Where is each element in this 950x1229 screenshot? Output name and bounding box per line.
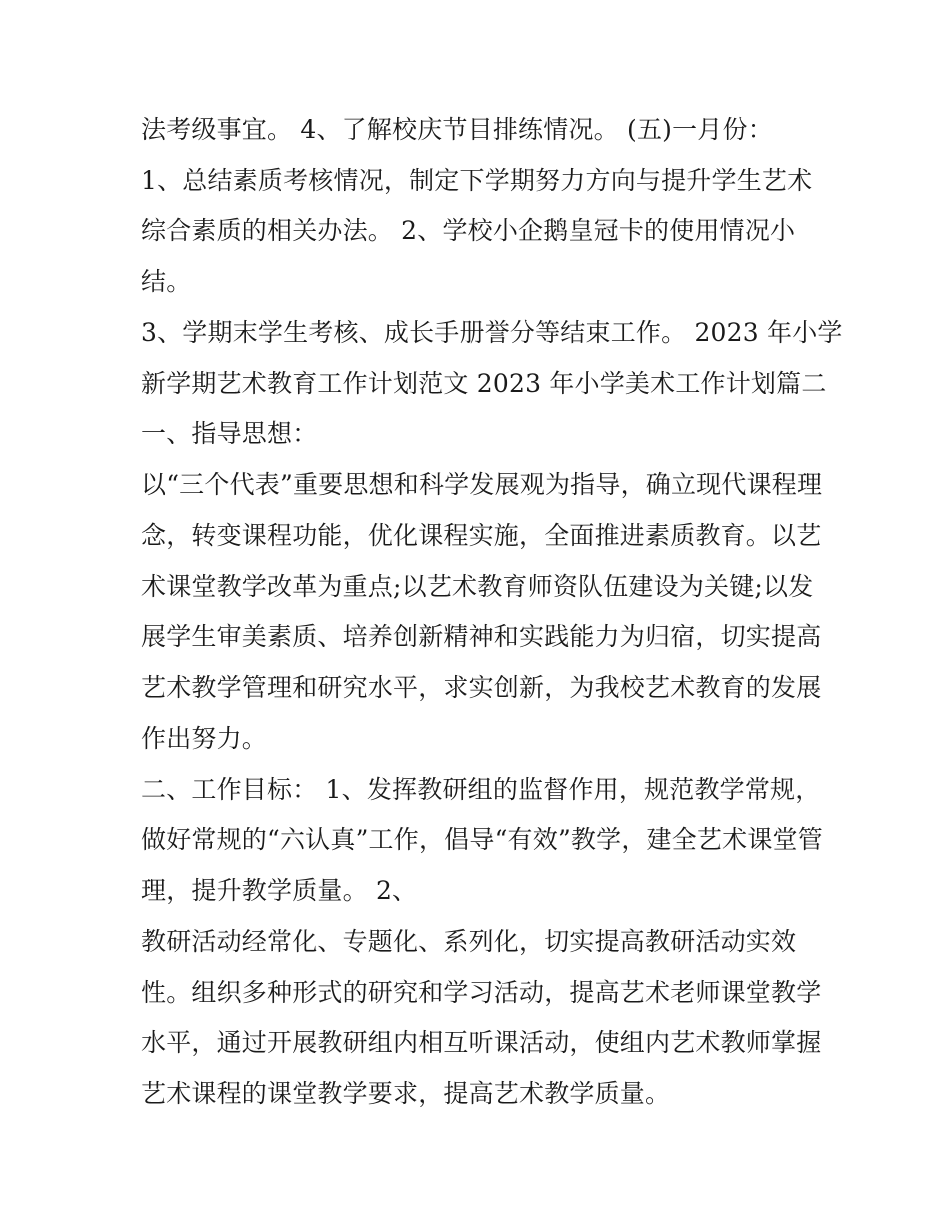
text-line: 作出努力。 <box>141 724 268 753</box>
text-line: 展学生审美素质、培养创新精神和实践能力为归宿，切实提高 <box>141 622 822 651</box>
text-line: 理，提升教学质量。 2、 <box>141 876 418 905</box>
text-line: 法考级事宜。 4、了解校庆节目排练情况。 (五)一月份： <box>141 115 773 144</box>
text-line: 教研活动经常化、专题化、系列化，切实提高教研活动实效 <box>141 927 797 956</box>
text-line: 结。 <box>141 267 192 296</box>
text-line: 念，转变课程功能，优化课程实施，全面推进素质教育。以艺 <box>141 521 822 550</box>
text-line: 3、学期末学生考核、成长手册誉分等结束工作。 2023 年小学 <box>141 318 843 347</box>
section-heading: 二、工作目标： 1、发挥教研组的监督作用，规范教学常规， <box>141 775 821 804</box>
text-line: 术课堂教学改革为重点;以艺术教育师资队伍建设为关键;以发 <box>141 572 814 601</box>
section-heading: 一、指导思想： <box>141 419 318 448</box>
text-line: 1、总结素质考核情况，制定下学期努力方向与提升学生艺术 <box>141 166 813 195</box>
text-line: 水平，通过开展教研组内相互听课活动，使组内艺术教师掌握 <box>141 1028 822 1057</box>
text-line: 综合素质的相关办法。 2、学校小企鹅皇冠卡的使用情况小 <box>141 216 796 245</box>
text-line: 艺术教学管理和研究水平，求实创新，为我校艺术教育的发展 <box>141 673 822 702</box>
text-line: 新学期艺术教育工作计划范文 2023 年小学美术工作计划篇二 <box>141 369 827 398</box>
text-line: 做好常规的“六认真”工作，倡导“有效”教学，建全艺术课堂管 <box>141 825 823 854</box>
text-line: 以“三个代表”重要思想和科学发展观为指导，确立现代课程理 <box>141 470 823 499</box>
text-line: 性。组织多种形式的研究和学习活动，提高艺术老师课堂教学 <box>141 978 822 1007</box>
text-line: 艺术课程的课堂教学要求，提高艺术教学质量。 <box>141 1079 671 1108</box>
